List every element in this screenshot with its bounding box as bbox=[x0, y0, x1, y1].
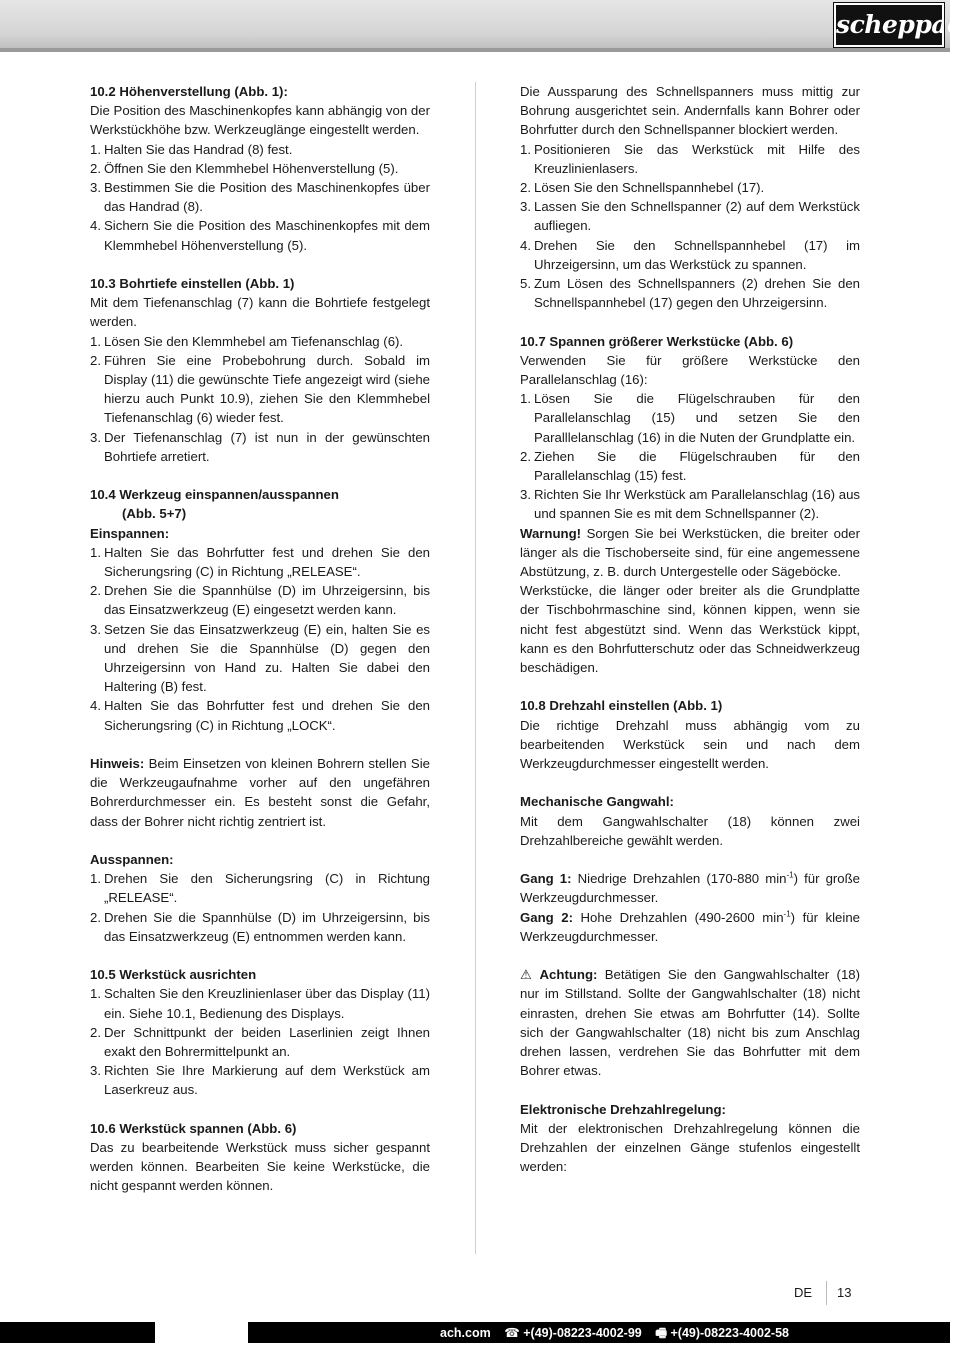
steps-10-7 bbox=[520, 389, 860, 523]
section-title-10-4: 10.4 Werkzeug einspannen/ausspannen bbox=[90, 487, 339, 503]
section-title-10-2: 10.2 Höhenverstellung (Abb. 1): bbox=[90, 84, 288, 99]
section-text-10-7: Werkstücke, die länger oder breiter als die Grundplatte der Tischbohrmaschine sind, können kippen, wenn sie nicht fest abgestützt sind. Wenn das Werkstück kippt, kann es den Bohrfutterschutz oder das Schneidwerkzeug beschädigen. bbox=[520, 583, 860, 676]
section-intro-10-7: Verwenden Sie für größere Werkstücke den Parallelanschlag (16): bbox=[520, 352, 860, 388]
list-item: 2. Der Schnittpunkt der beiden Laserlinien zeigt Ihnen exakt den Bohrermittelpunkt an. bbox=[90, 1024, 430, 1060]
subheading-einspannen: Einspannen: bbox=[90, 525, 170, 541]
column-divider bbox=[475, 82, 476, 1254]
footer-bar-gap bbox=[155, 1322, 248, 1343]
section-title-10-8: 10.8 Drehzahl einstellen (Abb. 1) bbox=[520, 698, 723, 714]
list-item: 1. Schalten Sie den Kreuzlinienlaser über das Display (11) ein. Siehe 10.1, Bedienung des Displays. bbox=[90, 986, 430, 1021]
subheading-ausspannen: Ausspannen: bbox=[90, 852, 174, 868]
list-item: 3. Lassen Sie den Schnellspanner (2) auf dem Werkstück aufliegen. bbox=[520, 199, 860, 234]
hinweis-note: Hinweis: Beim Einsetzen von kleinen Bohrern stellen Sie die Werkzeugaufnahme vorher auf den ungefähren Bohrerdurchmesser ein. Es besteht sonst die Gefahr, dass der Bohrer nicht richtig zentriert ist. bbox=[90, 756, 430, 829]
list-item: 1. Lösen Sie den Klemmhebel am Tiefenanschlag (6). bbox=[90, 333, 404, 349]
steps-10-6 bbox=[520, 140, 860, 313]
elek-text: Mit der elektronischen Drehzahlregelung können die Drehzahlen der einzelnen Gänge stufenlos eingestellt werden: bbox=[520, 1120, 860, 1175]
footer-separator bbox=[826, 1281, 827, 1305]
section-title-10-5: 10.5 Werkstück ausrichten bbox=[90, 967, 257, 983]
list-item: 2. Lösen Sie den Schnellspannhebel (17). bbox=[520, 180, 765, 196]
gang-2-text: Gang 2: Hohe Drehzahlen (490-2600 $\min^{-1}$) für kleine Werkzeugdurchmesser. bbox=[520, 909, 860, 944]
footer-contact bbox=[440, 1323, 799, 1343]
phone-text: ☎ +(49)-08223-4002-99 bbox=[504, 1326, 642, 1340]
website-text: ach.com bbox=[440, 1326, 491, 1340]
list-item: 2. Drehen Sie die Spannhülse (D) im Uhrzeigersinn, bis das Einsatzwerkzeug (E) eingesetzt werden kann. bbox=[90, 583, 430, 618]
section-title-10-6: 10.6 Werkstück spannen (Abb. 6) bbox=[90, 1120, 297, 1136]
section-intro-10-2: Die Position des Maschinenkopfes kann abhängig von der Werkstückhöhe bzw. Werkzeuglänge eingestellt werden. bbox=[90, 103, 430, 138]
header-bar bbox=[0, 0, 950, 50]
steps-ausspannen bbox=[90, 869, 430, 946]
list-item: 2. Öffnen Sie den Klemmhebel Höhenverstellung (5). bbox=[90, 160, 399, 176]
section-title-10-7: 10.7 Spannen größerer Werkstücke (Abb. 6) bbox=[520, 333, 794, 349]
section-text-10-6: Das zu bearbeitende Werkstück muss sicher gespannt werden können. Bearbeiten Sie keine Werkstücke, die nicht gespannt werden können. bbox=[90, 1140, 430, 1194]
list-item: 1. Lösen Sie die Flügelschrauben für den Parallelanschlag (15) und setzen Sie den Paralllelanschlag (16) in die Nuten der Grundplatte ein. bbox=[520, 391, 860, 445]
steps-10-2 bbox=[90, 140, 430, 255]
section-title-10-3: 10.3 Bohrtiefe einstellen (Abb. 1) bbox=[90, 276, 295, 292]
list-item: 3. Richten Sie Ihre Markierung auf dem Werkstück am Laserkreuz aus. bbox=[90, 1063, 430, 1098]
page-number: 13 bbox=[837, 1285, 852, 1300]
brand-logo: scheppach bbox=[834, 3, 944, 47]
list-item: 2. Ziehen Sie die Flügelschrauben für den Parallelanschlag (15) fest. bbox=[520, 448, 860, 484]
list-item: 1. Positionieren Sie das Werkstück mit Hilfe des Kreuzlinienlasers. bbox=[520, 141, 860, 176]
list-item: 3. Der Tiefenanschlag (7) ist nun in der gewünschten Bohrtiefe arretiert. bbox=[90, 429, 430, 464]
warning-triangle-icon: ⚠ bbox=[520, 967, 536, 983]
steps-einspannen bbox=[90, 543, 430, 735]
list-item: 1. Halten Sie das Handrad (8) fest. bbox=[90, 141, 293, 157]
list-item: 2. Drehen Sie die Spannhülse (D) im Uhrzeigersinn, bis das Einsatzwerkzeug (E) entnommen werden kann. bbox=[90, 909, 430, 944]
header-line bbox=[0, 48, 950, 52]
list-item: 3. Richten Sie Ihr Werkstück am Parallelanschlag (16) aus und spannen Sie es mit dem Schnellspanner (2). bbox=[520, 487, 860, 522]
list-item: 1. Drehen Sie den Sicherungsring (C) in Richtung „RELEASE“. bbox=[90, 871, 430, 906]
section-text-10-8: Die richtige Drehzahl muss abhängig vom zu bearbeitenden Werkstück sein und nach dem Werkzeugdurchmesser eingestellt werden. bbox=[520, 717, 860, 772]
section-title-10-4-ref: (Abb. 5+7) bbox=[122, 506, 187, 522]
right-column bbox=[520, 82, 860, 1176]
list-item: 4. Drehen Sie den Schnellspannhebel (17) im Uhrzeigersinn, um das Werkstück zu spannen. bbox=[520, 237, 860, 272]
list-item: 1. Halten Sie das Bohrfutter fest und drehen Sie den Sicherungsring (C) in Richtung „RELEASE“. bbox=[90, 544, 430, 580]
mech-text: Mit dem Gangwahlschalter (18) können zwei Drehzahlbereiche gewählt werden. bbox=[520, 813, 860, 848]
gang-1-text: Gang 1: Niedrige Drehzahlen (170-880 $\min^{-1}$) für große Werkzeugdurchmesser. bbox=[520, 870, 861, 906]
list-item: 2. Führen Sie eine Probebohrung durch. Sobald im Display (11) die gewünschte Tiefe angezeigt wird (siehe hierzu auch Punkt 10.9), ziehen Sie den Klemmhebel Tiefenanschlag (6) wieder fest. bbox=[90, 352, 430, 426]
fax-text: 🖷 +(49)-08223-4002-58 bbox=[655, 1326, 789, 1340]
subheading-mechanische-gangwahl: Mechanische Gangwahl: bbox=[520, 794, 674, 810]
list-item: 3. Setzen Sie das Einsatzwerkzeug (E) ein, halten Sie es und drehen Sie die Spannhülse (D) gegen den Uhrzeigersinn von Hand zu. Halten Sie dabei den Haltering (B) fest. bbox=[90, 621, 430, 695]
language-code: DE bbox=[794, 1285, 813, 1300]
warnung-note: Warnung! Sorgen Sie bei Werkstücken, die breiter oder länger als die Tischoberseite sind, für eine angemessene Abstützung, z. B. durch Untergestelle oder Sägeböcke. bbox=[520, 525, 860, 580]
list-item: 4. Sichern Sie die Position des Maschinenkopfes mit dem Klemmhebel Höhenverstellung (5). bbox=[90, 218, 430, 253]
list-item: 3. Bestimmen Sie die Position des Maschinenkopfes über das Handrad (8). bbox=[90, 180, 430, 215]
achtung-note: ⚠ Achtung: Betätigen Sie den Gangwahlschalter (18) nur im Stillstand. Sollte der Gangwahlschalter (18) nicht einrasten, drehen Sie etwas am Bohrfutter (14). Sollte sich der Gangwahlschalter (18) nicht bis zum Anschlag drehen lassen, verdrehen Sie das Bohrfutter mit dem Bohrer etwas. bbox=[520, 967, 860, 1079]
section-text-10-6-cont: Die Aussparung des Schnellspanners muss mittig zur Bohrung ausgerichtet sein. Andernfalls kann Bohrer oder Bohrfutter durch den Schnellspanner blockiert werden. bbox=[520, 84, 860, 138]
steps-10-5 bbox=[90, 984, 430, 1099]
left-column bbox=[90, 82, 430, 1196]
subheading-elektronische-drehzahlregelung: Elektronische Drehzahlregelung: bbox=[520, 1101, 726, 1117]
steps-10-3 bbox=[90, 332, 430, 466]
section-intro-10-3: Mit dem Tiefenanschlag (7) kann die Bohrtiefe festgelegt werden. bbox=[90, 295, 430, 330]
list-item: 5. Zum Lösen des Schnellspanners (2) drehen Sie den Schnellspannhebel (17) gegen den Uhrzeigersinn. bbox=[520, 276, 860, 311]
list-item: 4. Halten Sie das Bohrfutter fest und drehen Sie den Sicherungsring (C) in Richtung „LOCK“. bbox=[90, 698, 430, 733]
